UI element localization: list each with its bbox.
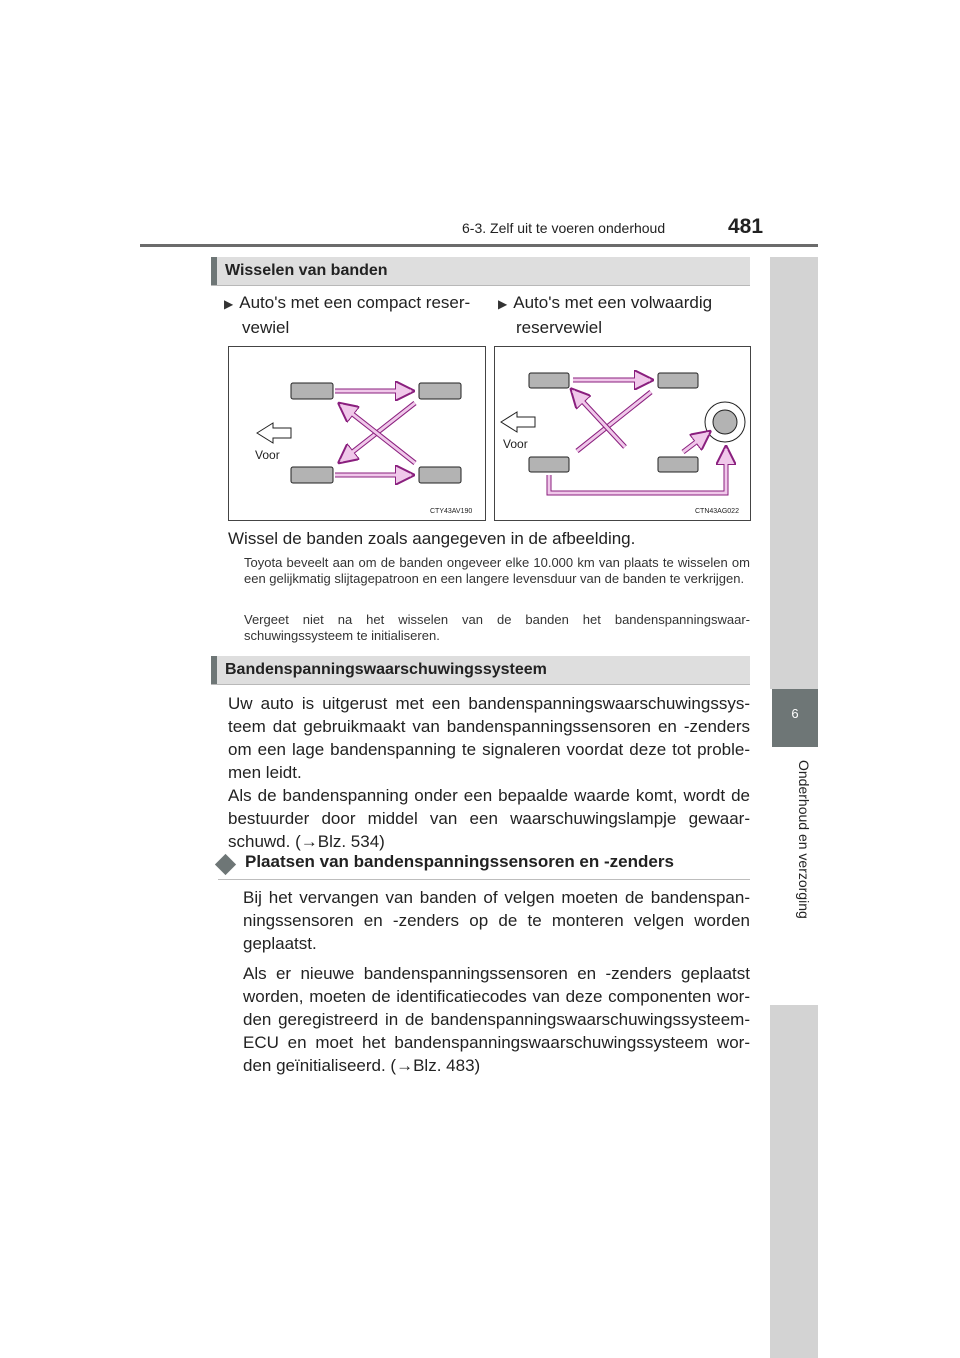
subsection-heading: Plaatsen van bandenspanningssensoren en -zenders: [245, 852, 674, 871]
section-title: Wisselen van banden: [225, 262, 388, 279]
caption-line: Auto's met een volwaardig: [513, 293, 713, 312]
header-rule: [140, 244, 818, 247]
rotation-diagram-svg: [495, 347, 750, 520]
front-direction-arrow-icon: [501, 412, 535, 432]
caption-line: Auto's met een compact reser-: [239, 293, 471, 312]
tire-rear-left: [529, 457, 569, 472]
section-bar-stripe: [211, 257, 217, 285]
rotation-arrow-fill: [549, 449, 726, 493]
diamond-bullet-icon: [215, 854, 236, 875]
paragraph: Als er nieuwe bandenspanningssensoren en -zenders geplaatst worden, moeten de identificatiecodes van deze componenten wor-den geregistreerd in de bandenspanningswaarschuwingssysteem-ECU en moet het bandenspanningswaarschuwingssysteem wor-den geïnitialiseerd. (→Blz. 483): [243, 964, 750, 1075]
section-title: Bandenspanningswaarschuwingssysteem: [225, 661, 547, 678]
caption-line: vewiel: [242, 318, 290, 337]
rotation-arrow: [549, 449, 726, 493]
tire-rear-right: [658, 457, 698, 472]
caption-line: reservewiel: [516, 318, 602, 337]
front-label: Voor: [255, 448, 280, 462]
tire-front-left: [291, 383, 333, 399]
tire-front-right: [658, 373, 698, 388]
right-figure-caption: [498, 291, 748, 340]
instruction-text: Wissel de banden zoals aangegeven in de afbeelding.: [228, 529, 636, 548]
page-number: 481: [728, 215, 764, 238]
paragraph: Bij het vervangen van banden of velgen moeten de bandenspan-ningssensoren en -zenders op de te monteren velgen worden geplaatst.: [243, 888, 750, 953]
triangle-bullet-icon: ▶: [224, 297, 234, 311]
note-text: Toyota beveelt aan om de banden ongeveer elke 10.000 km van plaats te wisselen om een gelijkmatig slijtagepatroon en een langere levensduur van de banden te verkrijgen.: [244, 555, 750, 586]
tire-rear-right: [419, 467, 461, 483]
spare-tire-inner: [713, 410, 737, 434]
paragraph: Als de bandenspanning onder een bepaalde waarde komt, wordt de bestuurder door middel van een waarschuwingslampje gewaar-schuwd. (→Blz. 534): [228, 786, 750, 851]
section-bar-stripe: [211, 656, 217, 684]
rotation-arrow-fill: [683, 433, 708, 452]
triangle-bullet-icon: ▶: [498, 297, 508, 311]
subsection-rule: [218, 879, 750, 880]
side-tab-lower: [770, 1005, 818, 1358]
chapter-title: Onderhoud en verzorging: [796, 760, 812, 919]
figure-code: CTN43AG022: [695, 508, 739, 515]
note-text: Vergeet niet na het wisselen van de banden het bandenspanningswaar-schuwingssysteem te initialiseren.: [244, 612, 750, 643]
rotation-arrow-fill: [577, 392, 651, 451]
paragraph: Uw auto is uitgerust met een bandenspanningswaarschuwingssys-teem dat gebruikmaakt van bandenspanningssensoren en -zenders om een lage bandenspanning te signaleren voordat deze tot proble-men leidt.: [228, 694, 750, 782]
rotation-diagram-compact-spare: [228, 346, 486, 521]
tire-front-left: [529, 373, 569, 388]
section-bar-tire-rotation: [211, 257, 750, 286]
front-direction-arrow-icon: [257, 423, 291, 443]
rotation-diagram-svg: [229, 347, 485, 520]
tire-front-right: [419, 383, 461, 399]
tire-rear-left: [291, 467, 333, 483]
left-figure-caption: [224, 291, 484, 340]
running-header-section: 6-3. Zelf uit te voeren onderhoud: [462, 220, 666, 236]
side-tab-upper: [770, 257, 818, 689]
figure-code: CTY43AV190: [430, 508, 473, 515]
section-bar-tpms: [211, 656, 750, 685]
rotation-diagram-full-spare: [494, 346, 751, 521]
front-label: Voor: [503, 437, 528, 451]
chapter-number: 6: [791, 706, 799, 721]
